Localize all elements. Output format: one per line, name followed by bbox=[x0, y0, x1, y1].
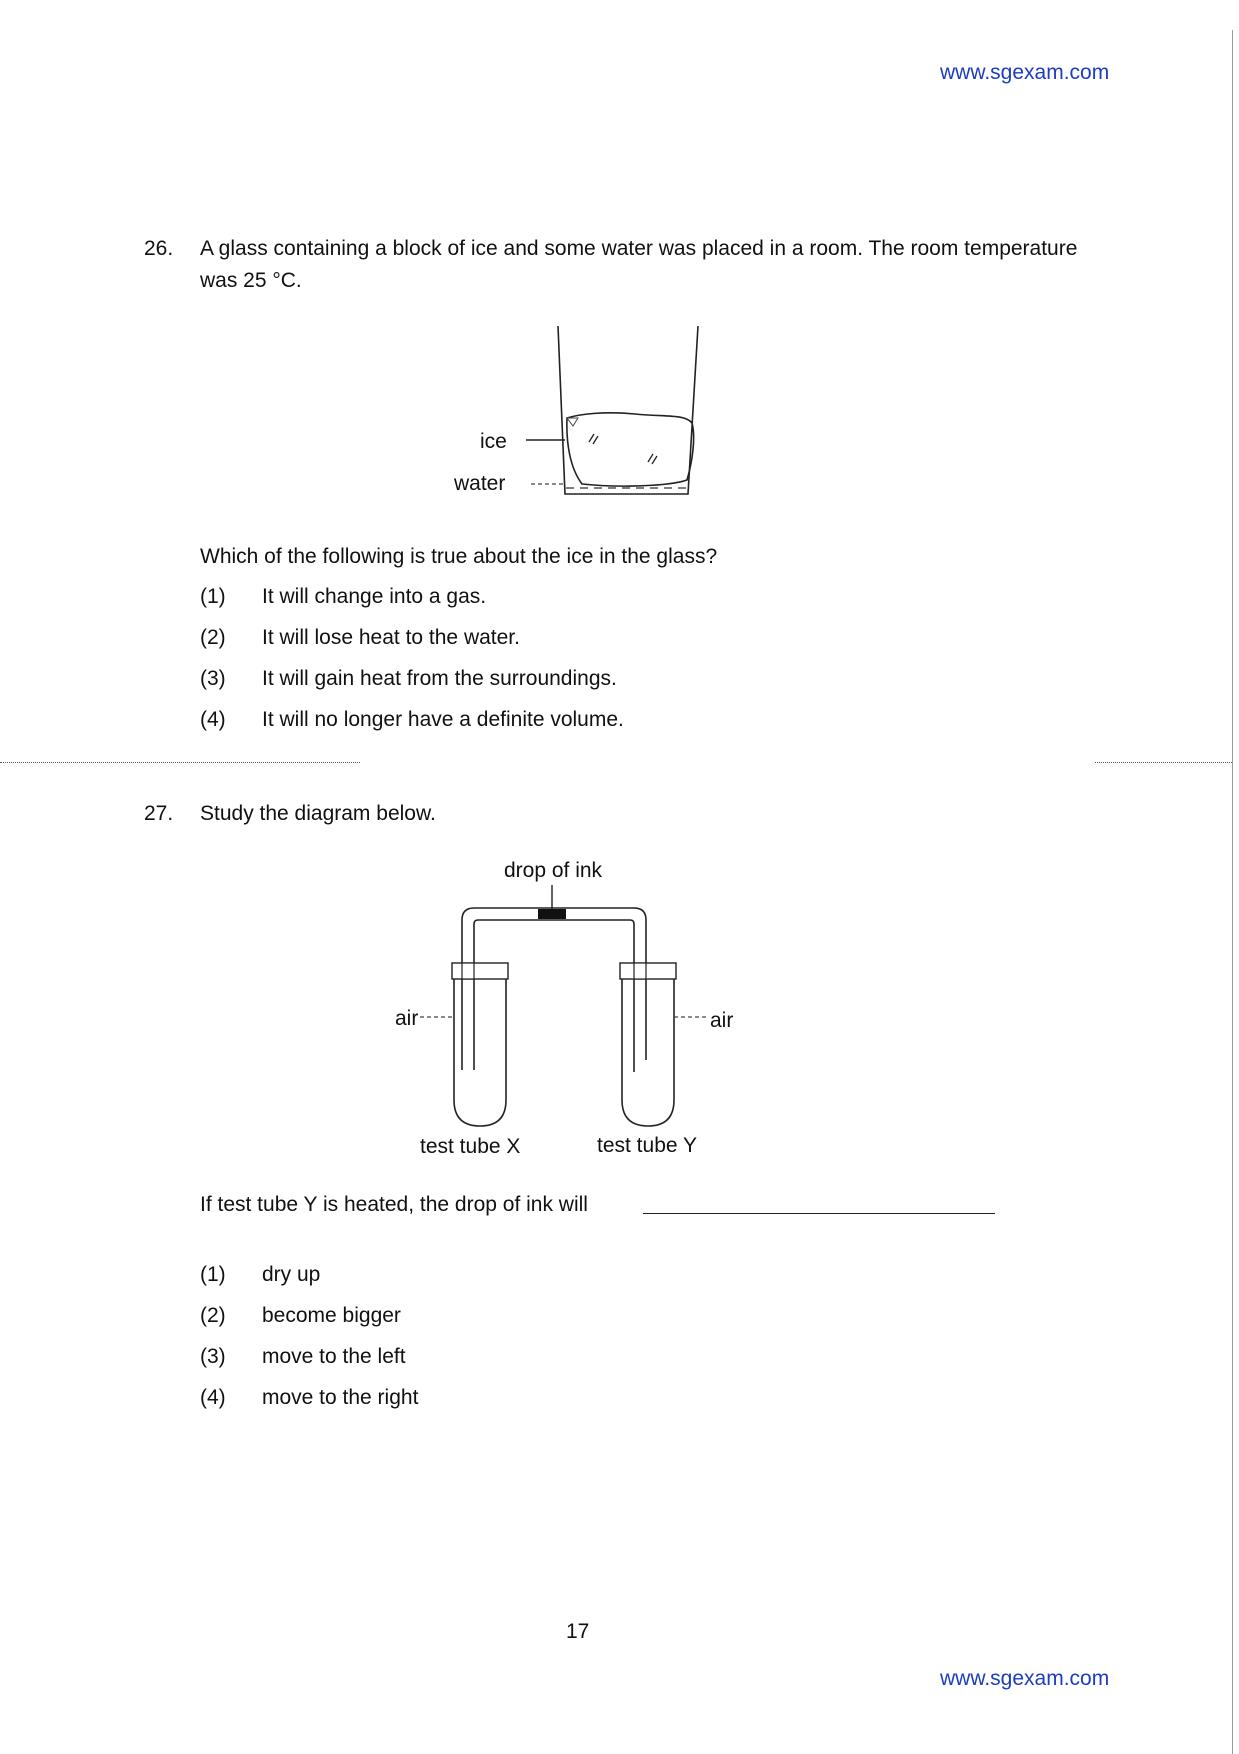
ice-shine-mark bbox=[648, 454, 653, 462]
question-number: 27. bbox=[144, 802, 174, 825]
question-prompt: If test tube Y is heated, the drop of ink will bbox=[200, 1193, 588, 1216]
option-number: (1) bbox=[200, 1263, 226, 1286]
ice-shine-mark bbox=[593, 436, 598, 444]
option-text: dry up bbox=[262, 1263, 321, 1286]
ice-block bbox=[567, 413, 694, 486]
ice-label: ice bbox=[480, 430, 507, 453]
option-number: (3) bbox=[200, 1345, 226, 1368]
test-tube-diagram bbox=[380, 850, 760, 1160]
option-number: (4) bbox=[200, 1386, 226, 1409]
page-number: 17 bbox=[566, 1620, 590, 1643]
test-tube-y-label: test tube Y bbox=[597, 1134, 698, 1157]
water-label: water bbox=[454, 472, 506, 495]
option-number: (4) bbox=[200, 708, 226, 731]
drop-of-ink-label: drop of ink bbox=[504, 859, 603, 882]
question-prompt: Which of the following is true about the ice in the glass? bbox=[200, 545, 718, 568]
option-number: (2) bbox=[200, 1304, 226, 1327]
air-label-right: air bbox=[710, 1009, 734, 1032]
air-label-left: air bbox=[395, 1007, 419, 1030]
question-number: 26. bbox=[144, 237, 174, 260]
connecting-tube-inner bbox=[474, 920, 634, 1072]
ink-drop bbox=[538, 909, 566, 919]
ice-edge-mark bbox=[567, 418, 578, 426]
footer-site-link[interactable]: www.sgexam.com bbox=[940, 1667, 1110, 1690]
ice-shine-mark bbox=[652, 456, 657, 464]
ice-shine-mark bbox=[589, 434, 594, 442]
option-number: (3) bbox=[200, 667, 226, 690]
stopper-x-hole bbox=[462, 963, 474, 979]
answer-blank[interactable] bbox=[643, 1213, 995, 1214]
test-tube-y bbox=[622, 965, 674, 1126]
option-text: It will no longer have a definite volume. bbox=[262, 708, 624, 731]
header-site-link[interactable]: www.sgexam.com bbox=[940, 61, 1110, 84]
question-text: A glass containing a block of ice and some water was placed in a room. The room temperature was 25 °C. bbox=[200, 237, 1078, 292]
stopper-y-hole bbox=[634, 963, 646, 979]
stopper-y bbox=[620, 963, 676, 979]
option-text: move to the right bbox=[262, 1386, 419, 1409]
page-edge-line bbox=[1232, 30, 1233, 1754]
option-text: It will lose heat to the water. bbox=[262, 626, 520, 649]
option-number: (1) bbox=[200, 585, 226, 608]
test-tube-x-label: test tube X bbox=[420, 1135, 521, 1158]
stopper-x bbox=[452, 963, 508, 979]
question-divider-right bbox=[1095, 762, 1232, 763]
connecting-tube-outer bbox=[462, 908, 646, 1070]
option-text: It will gain heat from the surroundings. bbox=[262, 667, 617, 690]
question-divider-left bbox=[0, 762, 360, 763]
glass-ice-diagram bbox=[440, 318, 720, 508]
option-text: move to the left bbox=[262, 1345, 406, 1368]
option-number: (2) bbox=[200, 626, 226, 649]
question-text: Study the diagram below. bbox=[200, 802, 436, 825]
glass-outline bbox=[558, 326, 698, 494]
option-text: It will change into a gas. bbox=[262, 585, 487, 608]
option-text: become bigger bbox=[262, 1304, 401, 1327]
